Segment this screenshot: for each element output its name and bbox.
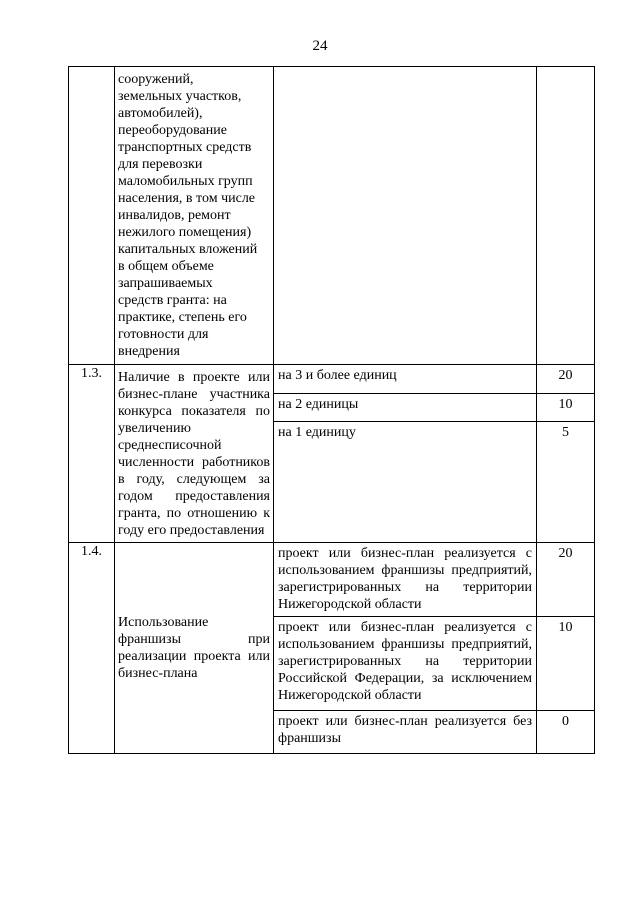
option-text: на 3 и более единиц <box>274 365 536 394</box>
criterion-line: практике, степень его <box>118 310 247 325</box>
criteria-table <box>68 66 595 754</box>
criterion-line: готовности для <box>118 327 209 342</box>
option-cell <box>274 365 537 543</box>
criterion-line: переоборудование <box>118 123 227 138</box>
row-number: 1.3. <box>69 365 115 543</box>
score-value: 20 <box>537 543 594 617</box>
criterion-cell <box>115 67 274 365</box>
table-row <box>69 67 595 365</box>
criterion-line: капитальных вложений <box>118 242 258 257</box>
criterion-line: в общем объеме <box>118 259 214 274</box>
option-cell <box>274 67 537 365</box>
criterion-line: маломобильных групп <box>118 174 253 189</box>
score-value: 10 <box>537 394 594 422</box>
criterion-line: запрашиваемых <box>118 276 213 291</box>
score-value: 10 <box>537 617 594 711</box>
option-cell <box>274 543 537 754</box>
score-value: 0 <box>562 714 569 729</box>
criterion-text: Использование франшизы при реализации проекта или бизнес-плана <box>118 615 270 681</box>
option-text: на 2 единицы <box>274 394 536 422</box>
criterion-text: Наличие в проекте или бизнес-плане участника конкурса показателя по увеличению среднесписочной численности работников в году, следующем за годом предоставления гранта, по отношению к году его предоставления <box>118 370 270 538</box>
criterion-line: средств гранта: на <box>118 293 227 308</box>
option-text: проект или бизнес-план реализуется без франшизы <box>278 714 532 746</box>
row-number <box>69 67 115 365</box>
criterion-line: для перевозки <box>118 157 203 172</box>
criterion-line: населения, в том числе <box>118 191 256 206</box>
criterion-line: инвалидов, ремонт <box>118 208 231 223</box>
option-text: проект или бизнес-план реализуется с использованием франшизы предприятий, зарегистрированных на территории Российской Федерации, за исключением Нижегородской области <box>274 617 536 711</box>
option-text: проект или бизнес-план реализуется с использованием франшизы предприятий, зарегистрированных на территории Нижегородской области <box>274 543 536 617</box>
page-number: 24 <box>312 38 328 54</box>
criterion-cell <box>115 365 274 543</box>
score-cell <box>537 365 595 543</box>
option-text: на 1 единицу <box>278 425 356 440</box>
criterion-line: нежилого помещения) <box>118 225 252 240</box>
criterion-cell <box>115 543 274 754</box>
table-row <box>69 543 595 754</box>
criterion-line: земельных участков, <box>118 89 242 104</box>
criterion-line: сооружений, <box>118 72 194 87</box>
score-cell <box>537 543 595 754</box>
criterion-line: автомобилей), <box>118 106 203 121</box>
criterion-line: транспортных средств <box>118 140 252 155</box>
table-row <box>69 365 595 543</box>
row-number: 1.4. <box>69 543 115 754</box>
criterion-line: внедрения <box>118 344 180 359</box>
score-cell <box>537 67 595 365</box>
score-value: 5 <box>562 425 569 440</box>
score-value: 20 <box>537 365 594 394</box>
